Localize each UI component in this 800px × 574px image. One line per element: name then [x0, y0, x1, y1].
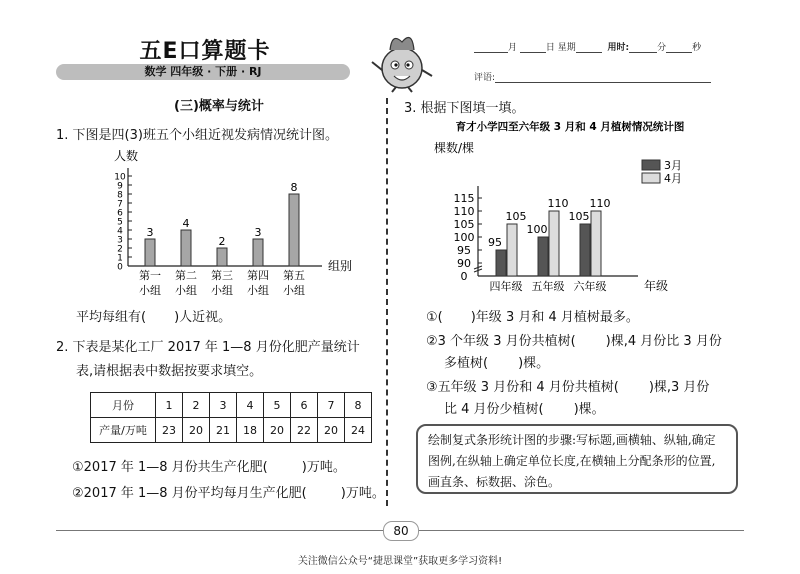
chart1-ytick-label: 1	[117, 253, 123, 264]
chart1-ytick-label: 10	[114, 172, 126, 183]
comment-line	[474, 70, 711, 83]
table-header-cell: 4	[237, 393, 264, 418]
chart1-category-label: 第四小组	[247, 269, 269, 296]
q3-s2-line1	[426, 330, 722, 349]
brand-title: 五E口算题卡	[139, 39, 271, 64]
table-header-cell: 月份	[91, 393, 156, 418]
tree-planting-chart	[420, 118, 740, 296]
comment-label: 评语:	[474, 73, 496, 83]
chart1-category-label: 第二小组	[175, 269, 197, 296]
chart2-category-label: 六年级	[573, 280, 607, 293]
second-label: 秒	[692, 43, 702, 53]
minute-label: 分	[657, 43, 667, 53]
chart2-ytick-label: 0	[460, 270, 468, 283]
chart2-ylabel: 棵数/棵	[433, 141, 475, 155]
chart1-data-label: 3	[254, 226, 262, 239]
table-value-cell: 21	[210, 418, 237, 443]
chart1-category-label: 第三小组	[211, 269, 233, 296]
table-value-cell: 20	[183, 418, 210, 443]
chart2-category-label: 四年级	[489, 280, 523, 293]
footer-text: 关注微信公众号“捷思课堂”获取更多学习资料!	[297, 556, 503, 567]
mascot-icon	[366, 24, 438, 94]
weekday-label: 星期	[557, 43, 576, 53]
chart2-ytick-label: 110	[453, 205, 475, 218]
chart2-ytick-label: 95	[457, 244, 471, 257]
chart1-ytick-label: 7	[117, 199, 123, 210]
chart2-data-label: 110	[589, 197, 611, 210]
chart1-data-label: 2	[218, 235, 226, 248]
q1-text: 1. 下图是四(3)班五个小组近视发病情况统计图。	[56, 128, 338, 143]
chart2-data-label: 105	[505, 210, 527, 223]
chart1-bar	[145, 239, 155, 266]
month-blank[interactable]	[474, 42, 508, 53]
q3-s3-suffix: )棵,3 月份	[648, 380, 710, 395]
q3-s1-prefix: ①(	[426, 310, 443, 325]
chart1-ytick-label: 3	[117, 235, 123, 246]
chart2-bar	[496, 250, 506, 276]
chart2-bar	[507, 224, 517, 276]
table-value-cell: 18	[237, 418, 264, 443]
q1-answer-suffix: )人近视。	[174, 310, 232, 325]
table-value-cell: 24	[345, 418, 372, 443]
chart2-legend-swatch	[642, 173, 660, 183]
chart1-bar	[217, 248, 227, 266]
q3-s2-line2	[444, 352, 549, 371]
table-header-cell: 5	[264, 393, 291, 418]
chart2-data-label: 95	[488, 236, 502, 249]
table-header-cell: 7	[318, 393, 345, 418]
chart1-category-label: 第一小组	[139, 269, 161, 296]
q3-s1-suffix: )年级 3 月和 4 月植树最多。	[470, 310, 639, 325]
table-value-cell: 20	[318, 418, 345, 443]
chart2-bar	[549, 211, 559, 276]
q2-text-line2: 表,请根据表中数据按要求填空。	[76, 364, 263, 379]
subject-band: 数学 四年级 · 下册 · RJ	[56, 64, 350, 80]
q3-s3-line2-suffix: )棵。	[573, 402, 605, 417]
q3-s2-line2-prefix: 多植树(	[444, 356, 489, 371]
tip-box: 绘制复式条形统计图的步骤:写标题,画横轴、纵轴,确定图例,在纵轴上确定单位长度,在横轴上分配条形的位置,画直条、标数据、涂色。	[416, 424, 738, 494]
second-blank[interactable]	[666, 42, 692, 53]
column-divider	[386, 98, 388, 506]
day-blank[interactable]	[520, 42, 546, 53]
q3-s3-line1	[426, 376, 709, 395]
chart2-ytick-label: 100	[453, 231, 475, 244]
q1-answer-line	[76, 306, 231, 325]
chart2-category-label: 五年级	[531, 280, 565, 293]
table-value-cell: 20	[264, 418, 291, 443]
chart2-data-label: 105	[568, 210, 590, 223]
table-header-cell: 8	[345, 393, 372, 418]
chart1-bar	[289, 194, 299, 266]
chart1-ylabel: 人数	[113, 149, 139, 163]
q2-sub2	[72, 482, 385, 501]
date-time-line	[474, 40, 701, 53]
chart2-bar	[591, 211, 601, 276]
chart1-data-label: 4	[182, 217, 190, 230]
weekday-blank[interactable]	[576, 42, 602, 53]
table-value-row	[91, 418, 372, 443]
chart1-data-label: 3	[146, 226, 154, 239]
chart1-ytick-label: 0	[117, 262, 123, 273]
chart2-ytick-label: 105	[453, 218, 475, 231]
q3-s3-line2-prefix: 比 4 月份少植树(	[444, 402, 544, 417]
q3-s2-suffix: )棵,4 月份比 3 月份	[605, 334, 722, 349]
fertilizer-table	[90, 392, 372, 443]
chart2-legend-swatch	[642, 160, 660, 170]
q2-sub2-prefix: ②2017 年 1—8 月份平均每月生产化肥(	[72, 486, 307, 501]
q3-s1	[426, 306, 639, 325]
q2-sub1-prefix: ①2017 年 1—8 月份共生产化肥(	[72, 460, 268, 475]
chart2-data-label: 100	[526, 223, 548, 236]
minute-blank[interactable]	[629, 42, 657, 53]
chart2-legend-label: 4月	[664, 172, 682, 185]
q3-text: 3. 根据下图填一填。	[404, 101, 525, 116]
chart1-bar	[181, 230, 191, 266]
table-header-row	[91, 393, 372, 418]
q2-sub2-suffix: )万吨。	[340, 486, 385, 501]
q2-text-line1: 2. 下表是某化工厂 2017 年 1—8 月份化肥产量统计	[56, 340, 360, 355]
chart1-ytick-label: 4	[117, 226, 123, 237]
chart1-ytick-label: 5	[117, 217, 123, 228]
table-value-cell: 22	[291, 418, 318, 443]
q3-s3-line2	[444, 398, 605, 417]
chart1-data-label: 8	[290, 181, 298, 194]
time-label: 用时:	[607, 43, 630, 53]
table-header-cell: 2	[183, 393, 210, 418]
chart1-bar	[253, 239, 263, 266]
table-header-cell: 1	[156, 393, 183, 418]
q2-sub1-suffix: )万吨。	[301, 460, 346, 475]
chart1-category-label: 第五小组	[283, 269, 305, 296]
chart1-ytick-label: 9	[117, 181, 123, 192]
chart2-bar	[580, 224, 590, 276]
chart2-legend-label: 3月	[664, 159, 682, 172]
chart1-ytick-label: 6	[117, 208, 123, 219]
table-value-cell: 产量/万吨	[91, 418, 156, 443]
chart2-title: 育才小学四至六年级 3 月和 4 月植树情况统计图	[455, 121, 685, 133]
chart1-ytick-label: 2	[117, 244, 123, 255]
q3-s3-prefix: ③五年级 3 月份和 4 月份共植树(	[426, 380, 619, 395]
chart1-xlabel: 组别	[327, 259, 353, 273]
myopia-chart	[100, 146, 360, 296]
page-number: 80	[383, 521, 419, 541]
table-value-cell: 23	[156, 418, 183, 443]
chart2-bar	[538, 237, 548, 276]
section-title: (三)概率与统计	[174, 99, 264, 114]
day-label: 日	[545, 43, 555, 53]
table-header-cell: 3	[210, 393, 237, 418]
q3-s2-prefix: ②3 个年级 3 月份共植树(	[426, 334, 576, 349]
chart2-xlabel: 年级	[643, 279, 669, 293]
table-header-cell: 6	[291, 393, 318, 418]
month-label: 月	[508, 43, 518, 53]
chart2-ytick-label: 90	[457, 257, 471, 270]
q3-s2-line2-suffix: )棵。	[518, 356, 550, 371]
q2-sub1	[72, 456, 346, 475]
chart2-data-label: 110	[547, 197, 569, 210]
q1-answer-prefix: 平均每组有(	[76, 310, 147, 325]
chart1-ytick-label: 8	[117, 190, 123, 201]
chart2-ytick-label: 115	[453, 192, 475, 205]
comment-blank[interactable]	[495, 72, 711, 83]
